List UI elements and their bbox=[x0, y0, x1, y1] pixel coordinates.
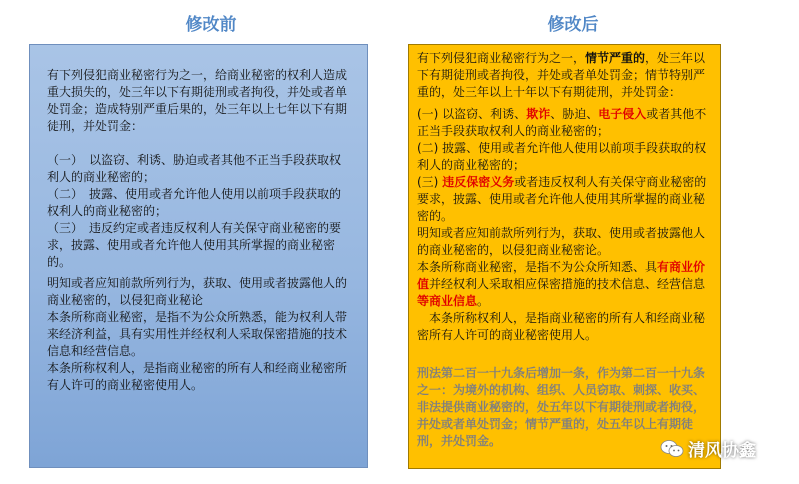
before-item-3: （三） 违反约定或者违反权利人有关保守商业秘密的要求，披露、使用或者允许他人使用其所掌握的商业秘密的。 bbox=[47, 221, 342, 269]
after-intro-emphasis: 情节严重的 bbox=[585, 51, 646, 65]
after-item-3 bbox=[417, 174, 712, 225]
before-holder: 本条所称权利人，是指商业秘密的所有人和经商业秘密所有人许可的商业秘密使用人。 bbox=[47, 361, 348, 392]
before-known-clause: 明知或者应知前款所列行为，获取、使用或者披露他人的商业秘密的，以侵犯商业秘论 bbox=[47, 276, 348, 307]
watermark bbox=[660, 436, 756, 461]
before-definition: 本条所称商业秘密，是指不为公众所熟悉，能为权利人带来经济利益，具有实用性并经权利人采取保密措施的技术信息和经营信息。 bbox=[47, 310, 348, 358]
after-definition-value: 有商业价值 bbox=[417, 260, 706, 291]
after-intro-c: ，处三年以下有期徒刑或者拘役，并处或者单处罚金；情节特别严重的，处三年以上十年以下有期徒刑，并处罚金： bbox=[417, 51, 706, 99]
after-known-clause: 明知或者应知前款所列行为，获取、使用或者披露他人的商业秘密的，以侵犯商业秘密论。 bbox=[417, 226, 706, 257]
after-item-1-c: 、胁迫、 bbox=[550, 107, 599, 121]
after-panel bbox=[408, 44, 721, 469]
after-definition-e: 。 bbox=[477, 294, 490, 308]
after-holder: 本条所称权利人，是指商业秘密的所有人和经商业秘密所有人许可的商业秘密使用人。 bbox=[417, 311, 706, 342]
watermark-text: 清风协鑫 bbox=[688, 441, 756, 461]
after-item-1 bbox=[417, 106, 712, 140]
after-item-1-intrusion: 电子侵入 bbox=[598, 107, 647, 121]
after-definition-a: 本条所称商业秘密，是指不为公众所知悉、具 bbox=[417, 260, 658, 274]
after-intro-a: 有下列侵犯商业秘密行为之一， bbox=[417, 51, 586, 65]
after-addition: 刑法第二百一十九条后增加一条，作为第二百一十九条之一：为境外的机构、组织、人员窃取、刺探、收买、非法提供商业秘密的，处五年以下有期徒刑或者拘役，并处或者单处罚金；情节严重的，处五年以上有期徒刑，并处罚金。 bbox=[417, 366, 706, 448]
before-heading: 修改前 bbox=[185, 15, 237, 35]
after-item-1-e: 或者其他不正当手段获取权利人的商业秘密的； bbox=[417, 107, 707, 138]
before-item-2: （二） 披露、使用或者允许他人使用以前项手段获取的权利人的商业秘密的； bbox=[47, 187, 342, 218]
after-heading: 修改后 bbox=[547, 15, 599, 35]
after-item-3-c: 或者违反权利人有关保守商业秘密的要求，披露、使用或者允许他人使用其所掌握的商业秘密的。 bbox=[417, 175, 707, 223]
before-intro: 有下列侵犯商业秘密行为之一，给商业秘密的权利人造成重大损失的，处三年以下有期徒刑或者拘役，并处或者单处罚金；造成特别严重后果的，处三年以上七年以下有期徒刑，并处罚金： bbox=[47, 68, 348, 133]
after-item-2: (二) 披露、使用或者允许他人使用以前项手段获取的权利人的商业秘密的； bbox=[417, 141, 707, 172]
after-definition-c: 并经权利人采取相应保密措施的技术信息、经营信息 bbox=[429, 277, 706, 291]
after-item-3-a: (三) bbox=[417, 175, 443, 189]
after-item-3-duty: 违反保密义务 bbox=[442, 175, 515, 189]
after-item-1-a: (一) 以盗窃、利诱、 bbox=[417, 107, 527, 121]
after-definition-info: 等商业信息 bbox=[417, 294, 478, 308]
after-item-1-fraud: 欺诈 bbox=[526, 107, 551, 121]
after-intro bbox=[417, 50, 712, 101]
before-item-1: （一） 以盗窃、利诱、胁迫或者其他不正当手段获取权利人的商业秘密的； bbox=[47, 153, 342, 184]
before-panel bbox=[29, 44, 368, 468]
wechat-icon bbox=[660, 439, 684, 459]
after-definition bbox=[417, 259, 712, 310]
